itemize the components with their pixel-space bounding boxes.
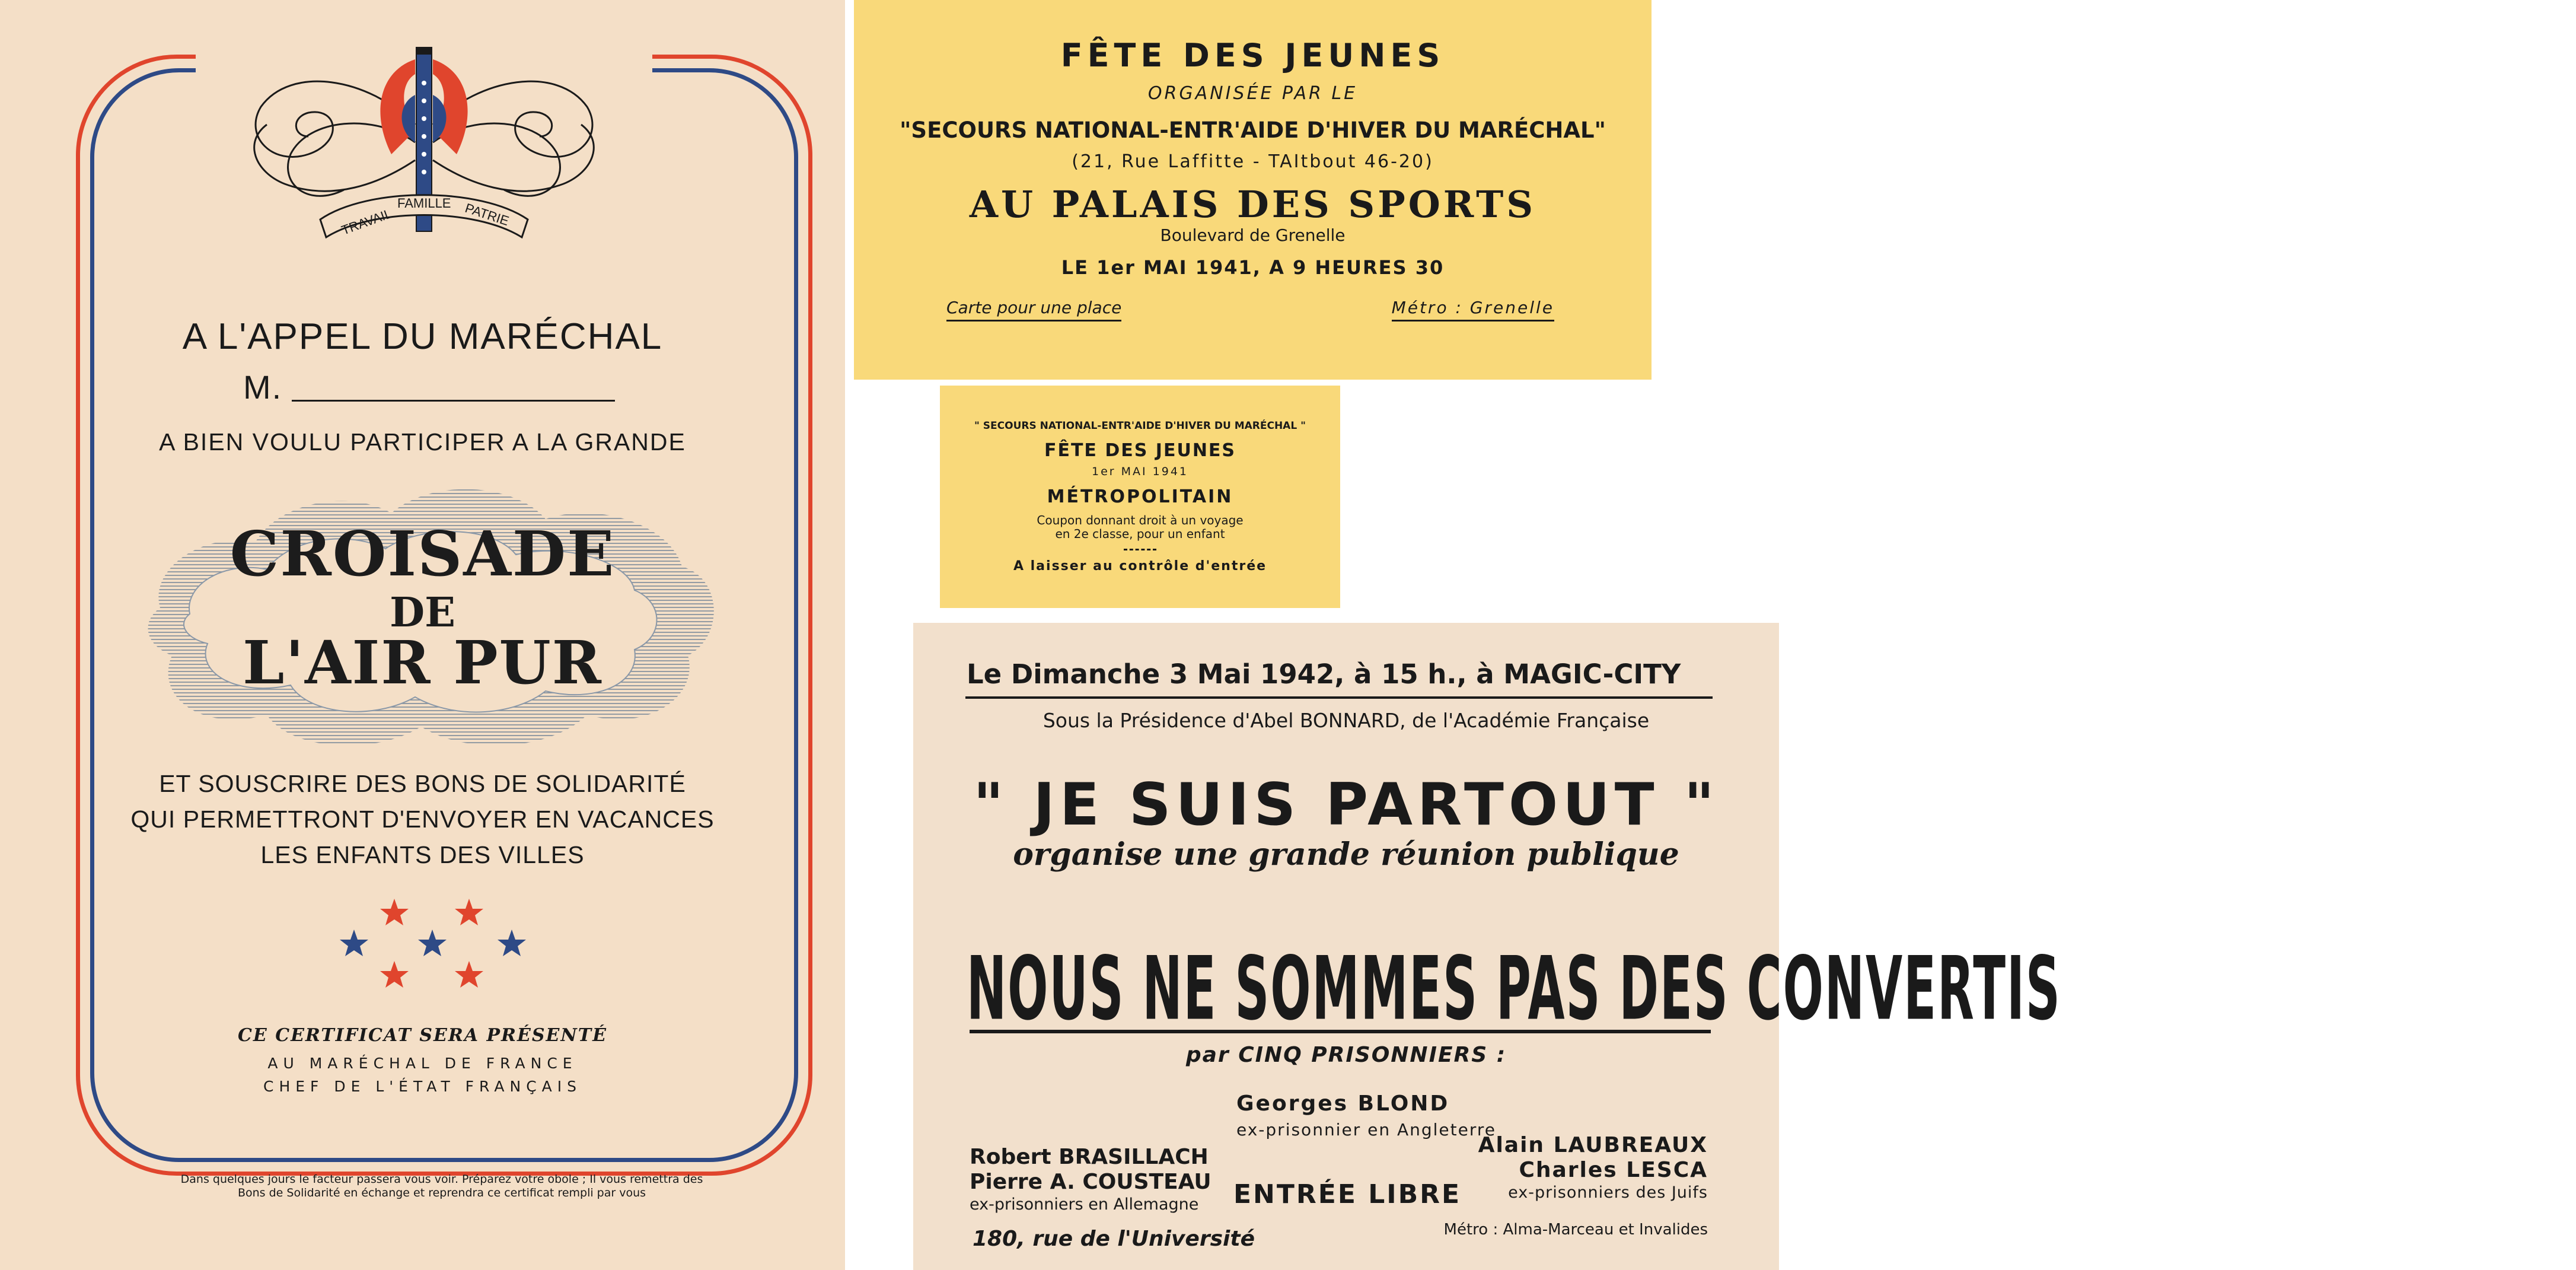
ticket-date: LE 1er MAI 1941, A 9 HEURES 30 bbox=[1061, 256, 1445, 279]
crusade-title-line-1: CROISADE bbox=[229, 517, 616, 590]
ticket-venue-street: Boulevard de Grenelle bbox=[1160, 225, 1346, 245]
metro-coupon bbox=[940, 386, 1340, 608]
name-blank-line bbox=[292, 400, 615, 402]
speaker-lesca: Charles LESCA bbox=[1519, 1158, 1708, 1182]
speakers-germany-note: ex-prisonniers en Allemagne bbox=[970, 1195, 1199, 1214]
crusade-title-line-2: DE bbox=[390, 589, 455, 636]
meeting-poster bbox=[913, 623, 2061, 1270]
poster-newspaper-title: " JE SUIS PARTOUT " bbox=[973, 771, 1719, 839]
francisque-emblem-icon bbox=[219, 42, 629, 279]
ribbon-word-travail: TRAVAIL bbox=[339, 206, 394, 238]
speaker-blond-note: ex-prisonnier en Angleterre bbox=[1236, 1120, 1497, 1140]
coupon-description-line-1: Coupon donnant droit à un voyage bbox=[1037, 513, 1244, 527]
poster-speakers-intro: par CINQ PRISONNIERS : bbox=[1185, 1043, 1507, 1067]
coupon-metropolitain: MÉTROPOLITAIN bbox=[1047, 486, 1233, 507]
coupon-description-line-2: en 2e classe, pour un enfant bbox=[1055, 527, 1225, 541]
coupon-organiser: " SECOURS NATIONAL-ENTR'AIDE D'HIVER DU MARÉCHAL " bbox=[974, 420, 1306, 432]
speaker-laubreaux: Alain LAUBREAUX bbox=[1478, 1133, 1708, 1157]
presented-line-2: AU MARÉCHAL DE FRANCE bbox=[267, 1055, 578, 1072]
speakers-lesca-note: ex-prisonniers des Juifs bbox=[1508, 1183, 1708, 1202]
solidarity-text-line-1: ET SOUSCRIRE DES BONS DE SOLIDARITÉ bbox=[159, 770, 686, 797]
certificate-footnote: Dans quelques jours le facteur passera vous voir. Préparez votre obole ; Il vous remettra des Bons de Solidarité en échange et reprendra ce certificat rempli par vous bbox=[180, 1173, 703, 1199]
poster-address: 180, rue de l'Université bbox=[973, 1227, 1255, 1251]
ticket-seat-note: Carte pour une place bbox=[946, 298, 1121, 322]
coupon-event-title: FÊTE DES JEUNES bbox=[1044, 440, 1236, 461]
presented-line-3: CHEF DE L'ÉTAT FRANÇAIS bbox=[263, 1078, 582, 1095]
solidarity-text-line-3: LES ENFANTS DES VILLES bbox=[260, 841, 585, 868]
speaker-blond: Georges BLOND bbox=[1236, 1091, 1450, 1116]
event-ticket bbox=[854, 0, 1652, 380]
certificate-document bbox=[0, 0, 845, 1270]
poster-rule-headline bbox=[970, 1030, 1711, 1033]
poster-rule-top bbox=[965, 696, 1713, 699]
poster-free-entry: ENTRÉE LIBRE bbox=[1233, 1179, 1462, 1209]
poster-metro: Métro : Alma-Marceau et Invalides bbox=[1443, 1221, 1708, 1239]
coupon-date: 1er MAI 1941 bbox=[1091, 465, 1189, 478]
name-label: M. bbox=[243, 368, 283, 406]
coupon-divider bbox=[1124, 549, 1156, 550]
ticket-venue: AU PALAIS DES SPORTS bbox=[969, 183, 1536, 226]
ribbon-word-famille: FAMILLE bbox=[397, 196, 451, 211]
solidarity-text-line-2: QUI PERMETTRONT D'ENVOYER EN VACANCES bbox=[130, 806, 715, 833]
presented-line-1: CE CERTIFICAT SERA PRÉSENTÉ bbox=[238, 1025, 607, 1046]
speaker-cousteau: Pierre A. COUSTEAU bbox=[970, 1170, 1212, 1194]
ribbon-word-patrie: PATRIE bbox=[463, 200, 511, 229]
poster-headline: NOUS NE SOMMES PAS DES CONVERTIS bbox=[967, 937, 2061, 1040]
certificate-intro: A BIEN VOULU PARTICIPER A LA GRANDE bbox=[159, 428, 686, 456]
ticket-metro: Métro : Grenelle bbox=[1392, 298, 1554, 322]
poster-presidency: Sous la Présidence d'Abel BONNARD, de l'Académie Française bbox=[1042, 709, 1650, 732]
ticket-organiser-name: "SECOURS NATIONAL-ENTR'AIDE D'HIVER DU MARÉCHAL" bbox=[900, 117, 1606, 143]
crusade-title-line-3: L'AIR PUR bbox=[243, 628, 602, 698]
coupon-instruction: A laisser au contrôle d'entrée bbox=[1013, 559, 1267, 574]
poster-date-venue: Le Dimanche 3 Mai 1942, à 15 h., à MAGIC-CITY bbox=[967, 658, 1681, 690]
ticket-event-title: FÊTE DES JEUNES bbox=[1060, 37, 1445, 74]
certificate-title: A L'APPEL DU MARÉCHAL bbox=[182, 316, 663, 357]
ticket-organised-by: ORGANISÉE PAR LE bbox=[1147, 83, 1358, 104]
speaker-brasillach: Robert BRASILLACH bbox=[970, 1145, 1209, 1169]
poster-subtitle: organise une grande réunion publique bbox=[1013, 836, 1679, 873]
stars-ornament-icon bbox=[335, 893, 537, 994]
ticket-address: (21, Rue Laffitte - TAItbout 46-20) bbox=[1072, 151, 1434, 172]
poster-headline-wrapper bbox=[967, 937, 2061, 1040]
